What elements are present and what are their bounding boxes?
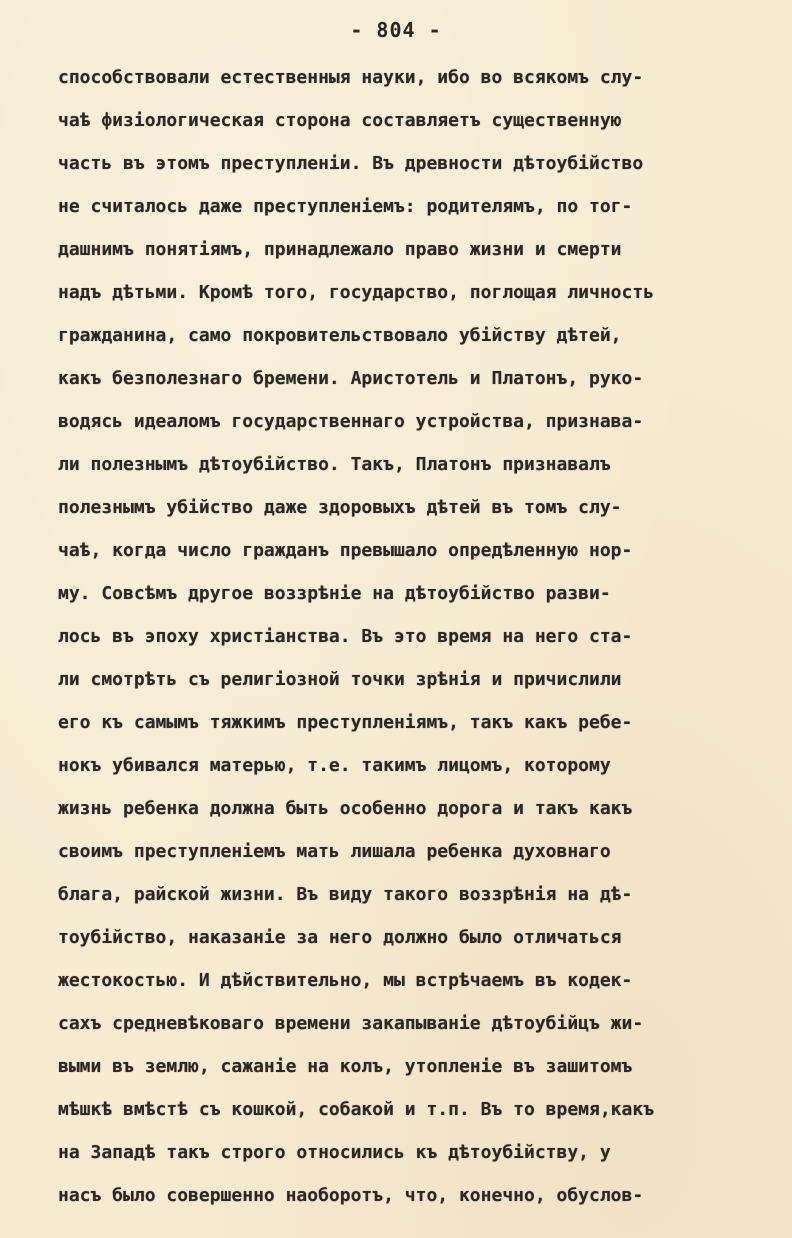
text-line: его къ самымъ тяжкимъ преступленіямъ, такъ какъ ребе- <box>58 712 633 733</box>
text-line: полезнымъ убійство даже здоровыхъ дѣтей въ томъ слу- <box>58 497 622 518</box>
text-line: своимъ преступленіемъ мать лишала ребенка духовнаго <box>58 841 611 862</box>
text-line: нокъ убивался матерью, т.е. такимъ лицомъ, которому <box>58 755 611 776</box>
text-line: не считалось даже преступленіемъ: родителямъ, по тог- <box>58 196 633 217</box>
text-line: какъ безполезнаго бремени. Аристотель и Платонъ, руко- <box>58 368 644 389</box>
text-line: мѣшкѣ вмѣстѣ съ кошкой, собакой и т.п. Въ то время,какъ <box>58 1099 655 1120</box>
text-line: сахъ средневѣковаго времени закапываніе дѣтоубійцъ жи- <box>58 1013 644 1034</box>
text-line: на Западѣ такъ строго относились къ дѣтоубійству, у <box>58 1142 611 1163</box>
text-line: гражданина, само покровительствовало убійству дѣтей, <box>58 325 622 346</box>
text-line: ли смотрѣть съ религіозной точки зрѣнія и причислили <box>58 669 622 690</box>
page-number: - 804 - <box>350 18 442 42</box>
text-line: ли полезнымъ дѣтоубійство. Такъ, Платонъ признавалъ <box>58 454 611 475</box>
text-line: блага, райской жизни. Въ виду такого воззрѣнія на дѣ- <box>58 884 633 905</box>
text-line: жизнь ребенка должна быть особенно дорога и такъ какъ <box>58 798 633 819</box>
text-line: часть въ этомъ преступленіи. Въ древности дѣтоубійство <box>58 153 644 174</box>
text-line: лось въ эпоху христіанства. Въ это время на него ста- <box>58 626 633 647</box>
text-line: тоубійство, наказаніе за него должно было отличаться <box>58 927 622 948</box>
text-line: выми въ землю, сажаніе на колъ, утопленіе въ зашитомъ <box>58 1056 633 1077</box>
text-line: чаѣ физіологическая сторона составляетъ существенную <box>58 110 622 131</box>
text-line: му. Совсѣмъ другое воззрѣніе на дѣтоубійство разви- <box>58 583 611 604</box>
text-line: жестокостью. И дѣйствительно, мы встрѣчаемъ въ кодек- <box>58 970 633 991</box>
body-text <box>58 56 758 1217</box>
text-line: водясь идеаломъ государственнаго устройства, признава- <box>58 411 644 432</box>
text-line: надъ дѣтьми. Кромѣ того, государство, поглощая личность <box>58 282 655 303</box>
text-line: способствовали естественныя науки, ибо во всякомъ слу- <box>58 67 644 88</box>
text-line: насъ было совершенно наоборотъ, что, конечно, обуслов- <box>58 1185 644 1206</box>
text-line: чаѣ, когда число гражданъ превышало опредѣленную нор- <box>58 540 633 561</box>
text-line: дашнимъ понятіямъ, принадлежало право жизни и смерти <box>58 239 622 260</box>
